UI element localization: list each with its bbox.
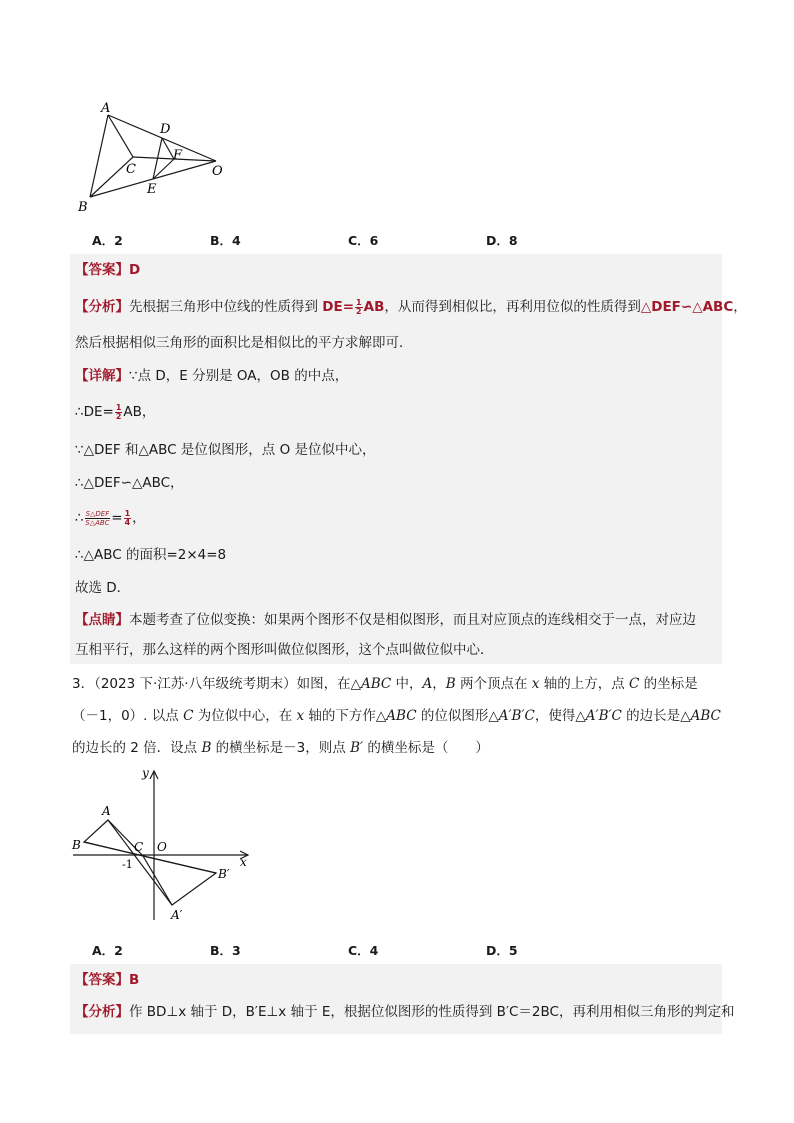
q3-option-c: C．4 [348,943,379,958]
q2-detail-line6: ∴△ABC 的面积=2×4=8 [75,547,227,563]
q2-option-d: D．8 [486,233,518,248]
q2-comment-line2: 互相平行，那么这样的两个图形叫做位似图形，这个点叫做位似中心． [75,642,494,658]
figure-coordinate-homothety [68,765,258,930]
fraction-half: $\frac{1}{2}$ [356,297,362,316]
fraction-quarter: $\frac{1}{4}$ [124,508,131,527]
q3-answer: 【答案】B [75,972,140,988]
label-E: E [147,182,157,197]
q2-analysis-line2: 然后根据相似三角形的面积比是相似比的平方求解即可． [75,335,413,351]
fig2-label-Ap: A′ [171,908,183,922]
q3-stem-line1: 3．（2023 下·江苏·八年级统考期末）如图，在△ABC 中，A，B 两个顶点在 x 轴的上方，点 C 的坐标是 [72,676,698,692]
label-B: B [78,200,88,215]
q2-detail-line2: ∴DE= $\frac{1}{2}$ AB， [75,402,156,421]
q2-detail-line4: ∴△DEF∽△ABC， [75,475,184,491]
q3-analysis: 【分析】作 BD⊥x 轴于 D，B′E⊥x 轴于 E，根据位似图形的性质得到 B′C＝2BC，再利用相似三角形的判定和 [75,1004,735,1020]
q3-stem-line2: （－1，0）. 以点 C 为位似中心，在 x 轴的下方作△ABC 的位似图形△A′B′C，使得△A′B′C 的边长是△ABC [72,708,721,724]
axis-x-label: x [240,855,247,869]
q2-detail-line7: 故选 D． [75,580,131,596]
q2-option-a: A．2 [92,233,123,248]
q3-option-d: D．5 [486,943,518,958]
label-D: D [160,122,171,137]
fig2-label-A: A [102,804,111,818]
area-ratio-fraction: $\frac{\text{S△DEF}}{\text{S△ABC}}$ [85,509,110,527]
label-C: C [126,162,136,177]
fig2-label-minus1: -1 [122,858,133,871]
label-F: F [173,148,183,163]
figure-triangle-homothety [70,95,240,220]
q3-solution-block [70,964,722,1034]
fraction-half-2: $\frac{1}{2}$ [115,402,122,421]
q2-answer: 【答案】D [75,262,141,278]
q3-stem-line3: 的边长的 2 倍．设点 B 的横坐标是－3，则点 B′ 的横坐标是（ ） [72,740,489,756]
fig2-label-B: B [72,838,81,852]
q2-option-b: B．4 [210,233,241,248]
label-A: A [101,101,111,116]
q2-detail-line5: ∴ $\frac{\text{S△DEF}}{\text{S△ABC}}$ = $\frac{1}{4}$ ， [75,508,146,527]
fig2-label-O: O [157,840,167,854]
q2-detail-line1: 【详解】∵点 D，E 分别是 OA，OB 的中点， [75,368,349,384]
q2-analysis-line1: 【分析】先根据三角形中位线的性质得到 DE= $\frac{1}{2}$ AB，从而得到相似比，再利用位似的性质得到△DEF∽△ABC， [75,297,747,316]
fig2-label-C: C [134,840,144,854]
fig2-label-Bp: B′ [218,867,230,881]
q2-detail-line3: ∵△DEF 和△ABC 是位似图形，点 O 是位似中心， [75,442,376,458]
q3-option-b: B．3 [210,943,241,958]
q2-option-c: C．6 [348,233,379,248]
label-O: O [212,164,223,179]
q2-comment-line1: 【点睛】本题考查了位似变换：如果两个图形不仅是相似图形，而且对应顶点的连线相交于一点，对应边 [75,612,696,628]
axis-y-label: y [142,766,149,780]
q3-option-a: A．2 [92,943,123,958]
